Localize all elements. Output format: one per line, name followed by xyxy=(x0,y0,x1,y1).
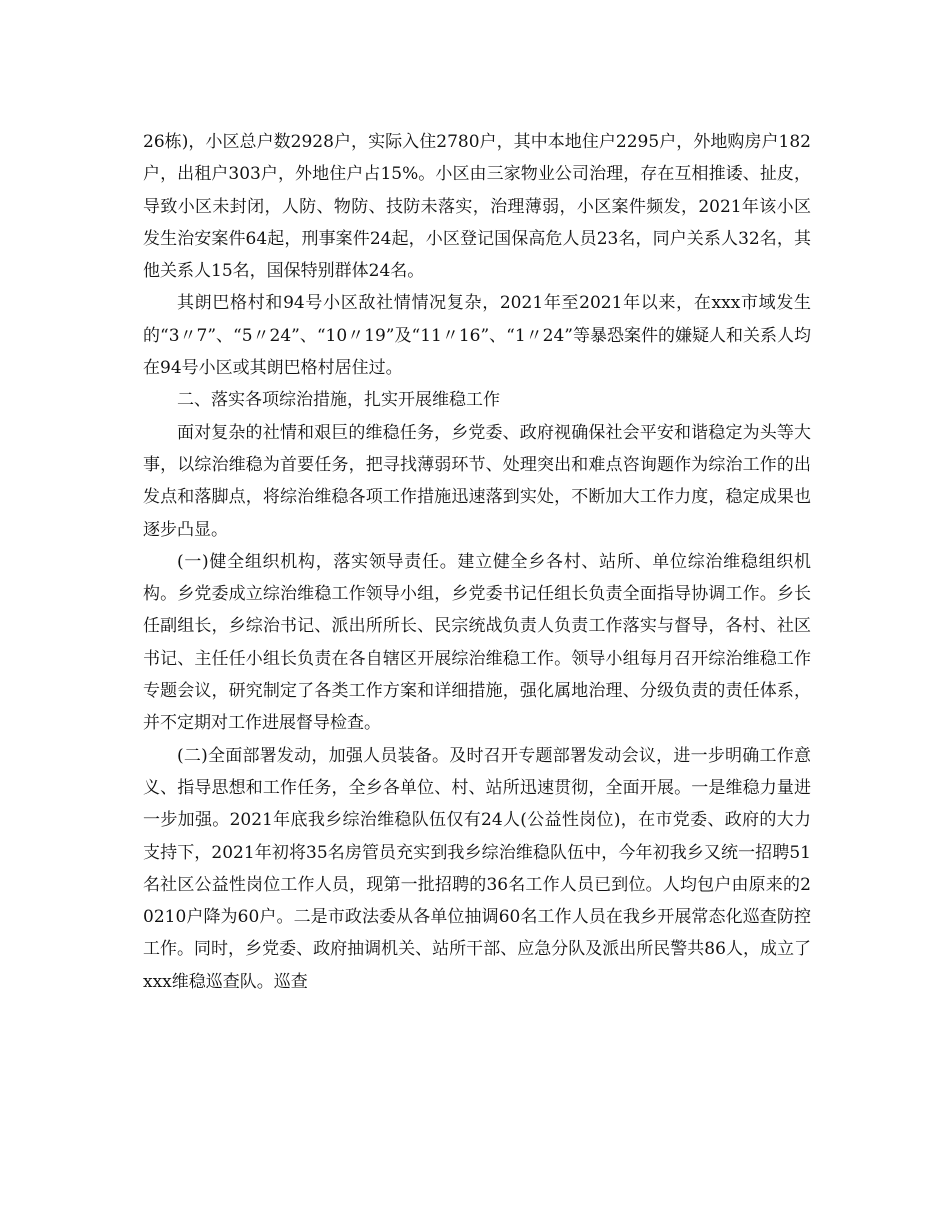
paragraph-continuation: 26栋)，小区总户数2928户，实际入住2780户，其中本地住户2295户，外地购房户182户，出租户303户，外地住户占15%。小区由三家物业公司治理，存在互相推诿、扯皮，导致小区未封闭，人防、物防、技防未落实，治理薄弱，小区案件频发，2021年该小区发生治安案件64起，刑事案件24起，小区登记国保高危人员23名，同户关系人32名，其他关系人15名，国保特别群体24名。 xyxy=(143,132,811,282)
paragraph-organization: (一)健全组织机构，落实领导责任。建立健全乡各村、站所、单位综治维稳组织机构。乡党委成立综治维稳工作领导小组，乡党委书记任组长负责全面指导协调工作。乡长任副组长，乡综治书记、派出所所长、民宗统战负责人负责工作落实与督导，各村、社区书记、主任任小组长负责在各自辖区开展综治维稳工作。领导小组每月召开综治维稳工作专题会议，研究制定了各类工作方案和详细措施，强化属地治理、分级负责的责任体系，并不定期对工作进展督导检查。 xyxy=(143,551,811,734)
section-heading: 二、落实各项综治措施，扎实开展维稳工作 xyxy=(177,390,500,411)
paragraph-overview: 面对复杂的社情和艰巨的维稳任务，乡党委、政府视确保社会平安和谐稳定为头等大事，以综治维稳为首要任务，把寻找薄弱环节、处理突出和难点咨询题作为综治工作的出发点和落脚点，将综治维稳各项工作措施迅速落到实处，不断加大工作力度，稳定成果也逐步凸显。 xyxy=(143,422,811,540)
paragraph-deployment: (二)全面部署发动，加强人员装备。及时召开专题部署发动会议，进一步明确工作意义、指导思想和工作任务，全乡各单位、村、站所迅速贯彻，全面开展。一是维稳力量进一步加强。2021年底我乡综治维稳队伍仅有24人(公益性岗位)，在市党委、政府的大力支持下，2021年初将35名房管员充实到我乡综治维稳队伍中，今年初我乡又统一招聘51名社区公益性岗位工作人员，现第一批招聘的36名工作人员已到位。人均包户由原来的20210户降为60户。二是市政法委从各单位抽调60名工作人员在我乡开展常态化巡查防控工作。同时，乡党委、政府抽调机关、站所干部、应急分队及派出所民警共86人，成立了xxx维稳巡查队。巡查 xyxy=(143,745,811,992)
document-body xyxy=(143,126,811,998)
paragraph-situation: 其朗巴格村和94号小区敌社情情况复杂，2021年至2021年以来，在xxx市域发生的“3〃7”、“5〃24”、“10〃19”及“11〃16”、“1〃24”等暴恐案件的嫌疑人和关系人均在94号小区或其朗巴格村居住过。 xyxy=(143,293,811,379)
